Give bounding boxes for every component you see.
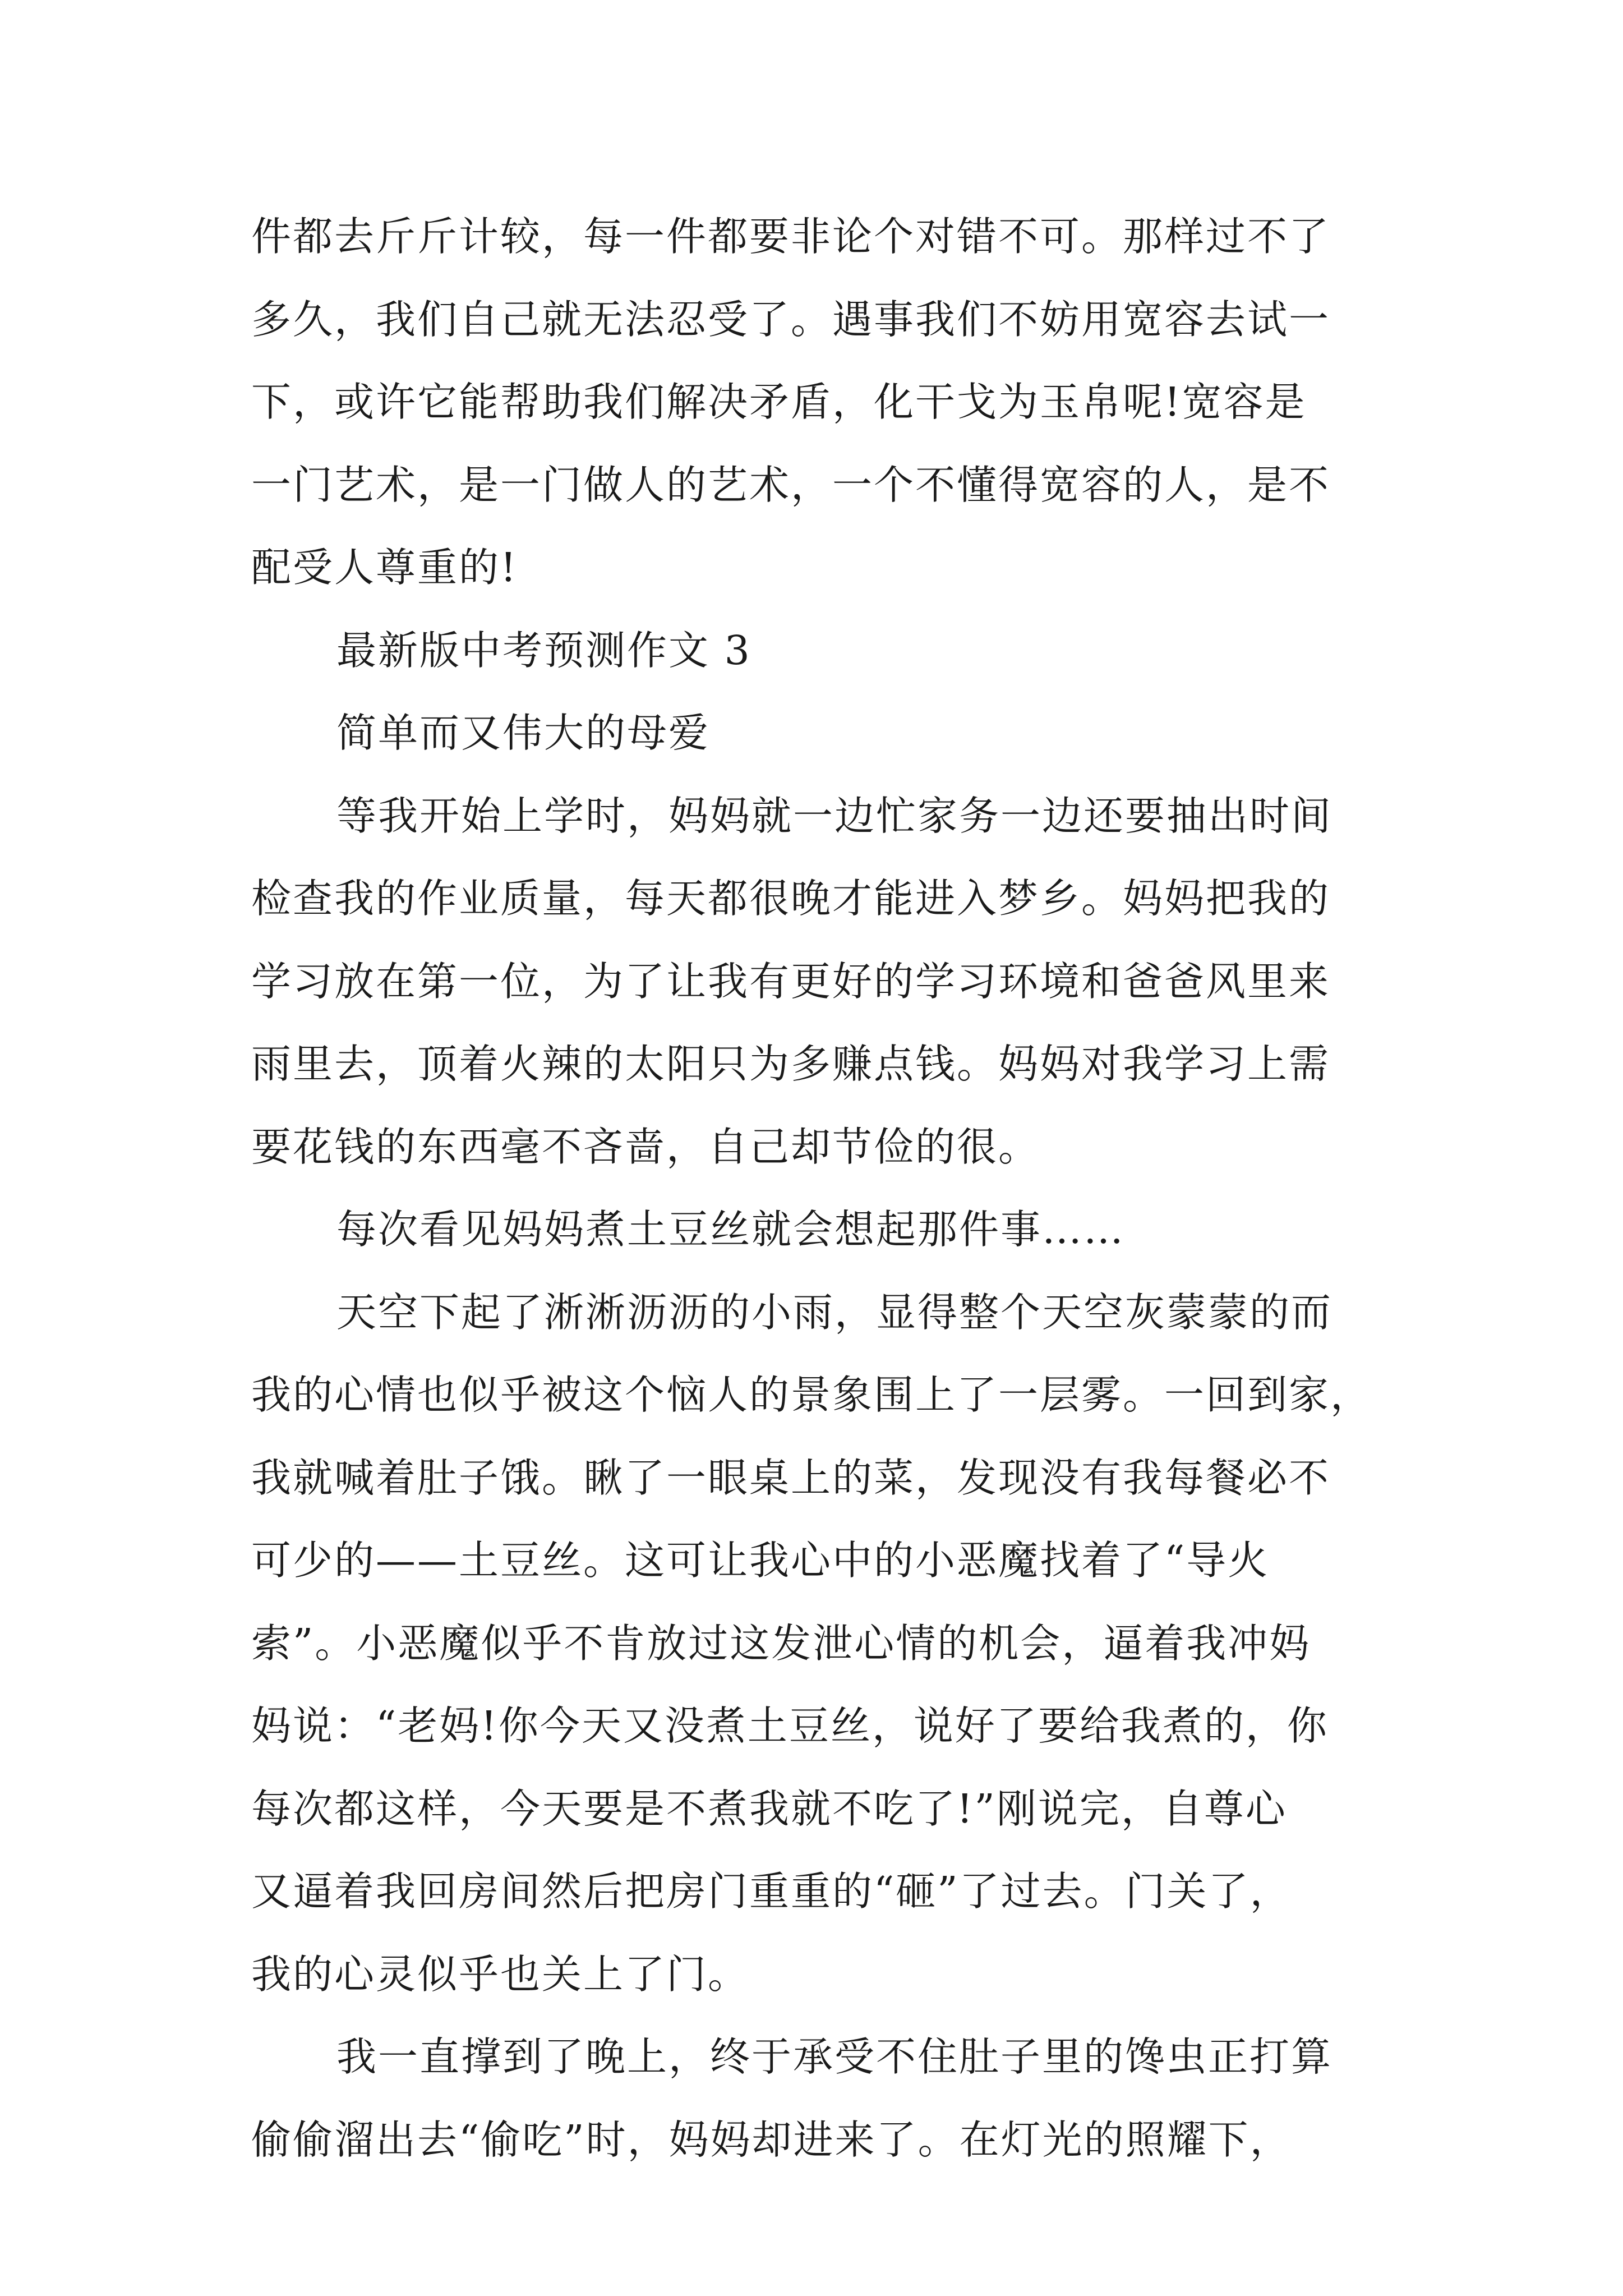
text-line: 要花钱的东西毫不吝啬，自己却节俭的很。 — [251, 1123, 1040, 1170]
text-line: 配受人尊重的! — [251, 544, 518, 591]
text-line: 我一直撑到了晚上，终于承受不住肚子里的馋虫正打算 — [336, 2033, 1333, 2080]
text-line: 雨里去，顶着火辣的太阳只为多赚点钱。妈妈对我学习上需 — [251, 1041, 1331, 1087]
text-line: 天空下起了淅淅沥沥的小雨，显得整个天空灰蒙蒙的而 — [336, 1289, 1333, 1336]
text-line: 最新版中考预测作文 3 — [336, 627, 751, 674]
text-line: 索”。小恶魔似乎不肯放过这发泄心情的机会，逼着我冲妈 — [251, 1619, 1311, 1667]
text-line: 又逼着我回房间然后把房门重重的“砸”了过去。门关了， — [251, 1868, 1292, 1915]
text-line: 我就喊着肚子饿。瞅了一眼桌上的菜，发现没有我每餐必不 — [251, 1454, 1331, 1501]
text-line: 一门艺术，是一门做人的艺术，一个不懂得宽容的人，是不 — [251, 461, 1331, 508]
text-line: 我的心情也似乎被这个恼人的景象围上了一层雾。一回到家， — [251, 1372, 1372, 1418]
text-line: 件都去斤斤计较，每一件都要非论个对错不可。那样过不了 — [251, 213, 1331, 260]
text-line: 下，或许它能帮助我们解决矛盾，化干戈为玉帛呢!宽容是 — [251, 379, 1307, 425]
text-line: 妈说：“老妈!你今天又没煮土豆丝，说好了要给我煮的，你 — [251, 1703, 1329, 1749]
text-line: 可少的——土豆丝。这可让我心中的小恶魔找着了“导火 — [251, 1537, 1270, 1584]
text-line: 学习放在第一位，为了让我有更好的学习环境和爸爸风里来 — [251, 958, 1331, 1005]
document-body — [251, 195, 1401, 2181]
text-line: 每次看见妈妈煮土豆丝就会想起那件事…… — [336, 1206, 1126, 1253]
text-line: 多久，我们自己就无法忍受了。遇事我们不妨用宽容去试一 — [251, 296, 1331, 343]
text-line: 我的心灵似乎也关上了门。 — [251, 1950, 750, 1998]
text-line: 偷偷溜出去“偷吃”时，妈妈却进来了。在灯光的照耀下， — [251, 2116, 1292, 2163]
text-line: 简单而又伟大的母爱 — [336, 710, 711, 756]
text-line: 等我开始上学时，妈妈就一边忙家务一边还要抽出时间 — [336, 792, 1333, 839]
text-line: 每次都这样，今天要是不煮我就不吃了!”刚说完，自尊心 — [251, 1785, 1287, 1832]
text-line: 检查我的作业质量，每天都很晚才能进入梦乡。妈妈把我的 — [251, 875, 1331, 922]
